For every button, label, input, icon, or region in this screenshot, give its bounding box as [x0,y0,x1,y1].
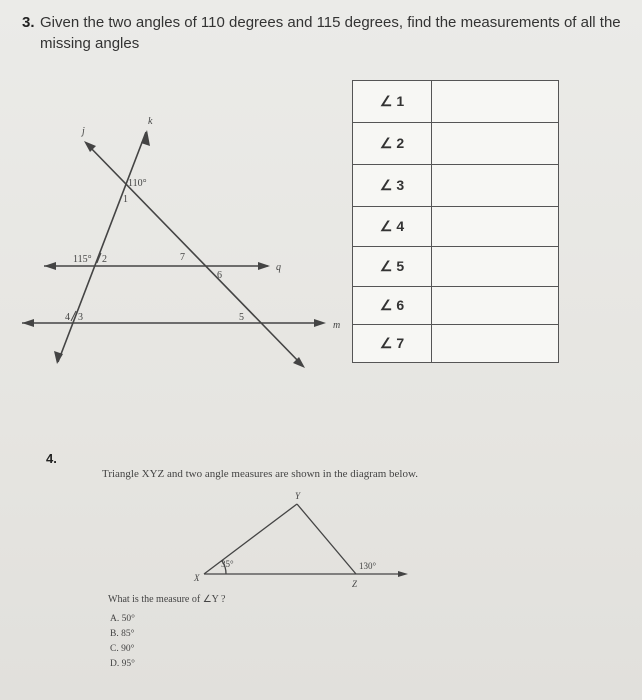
line-m-label: m [333,320,341,331]
answer-cell-2[interactable] [432,123,559,165]
vertex-z-label: Z [352,579,358,589]
choice-c[interactable]: C. 90° [110,644,135,654]
question-3-text: Given the two angles of 110 degrees and 115 degrees, find the measurements of all the missing angles [40,14,621,52]
angle-110-label: 110° [128,178,147,189]
angles-answer-table [352,80,559,363]
vertex-x-label: X [194,573,200,583]
row-label-angle-1: ∠ 1 [353,81,432,123]
angle-130-label: 130° [359,561,377,571]
answer-cell-6[interactable] [432,287,559,325]
arrowheads [22,130,326,368]
angle-6-label: 6 [217,270,222,281]
answer-cell-5[interactable] [432,247,559,287]
answer-cell-1[interactable] [432,81,559,123]
row-label-angle-6: ∠ 6 [353,287,432,325]
angle-2-label: 2 [102,254,107,265]
row-label-angle-7: ∠ 7 [353,325,432,363]
choice-a[interactable]: A. 50° [110,614,135,624]
angle-5-label: 5 [239,312,244,323]
answer-cell-4[interactable] [432,207,559,247]
angle-3-label: 3 [78,312,83,323]
angle-35-label: 35° [221,559,234,569]
answer-cell-3[interactable] [432,165,559,207]
choice-b[interactable]: B. 85° [110,629,135,639]
angle-115-label: 115° [73,254,92,265]
line-j [86,143,303,366]
row-label-angle-2: ∠ 2 [353,123,432,165]
angle-4-label: 4 [65,312,70,323]
question-4-number: 4. [46,451,57,466]
angle-1-label: 1 [123,194,128,205]
choice-d[interactable]: D. 95° [110,659,135,669]
line-j-label: j [82,126,85,137]
line-k [58,132,146,362]
angle-7-label: 7 [180,252,185,263]
line-q-label: q [276,262,281,273]
row-label-angle-4: ∠ 4 [353,207,432,247]
row-label-angle-3: ∠ 3 [353,165,432,207]
line-k-label: k [148,116,153,127]
question-3-number: 3. [22,14,35,31]
question-4-prompt: Triangle XYZ and two angle measures are shown in the diagram below. [102,468,418,480]
question-4-question: What is the measure of ∠Y ? [108,594,226,605]
answer-cell-7[interactable] [432,325,559,363]
row-label-angle-5: ∠ 5 [353,247,432,287]
vertex-y-label: Y [295,491,301,501]
